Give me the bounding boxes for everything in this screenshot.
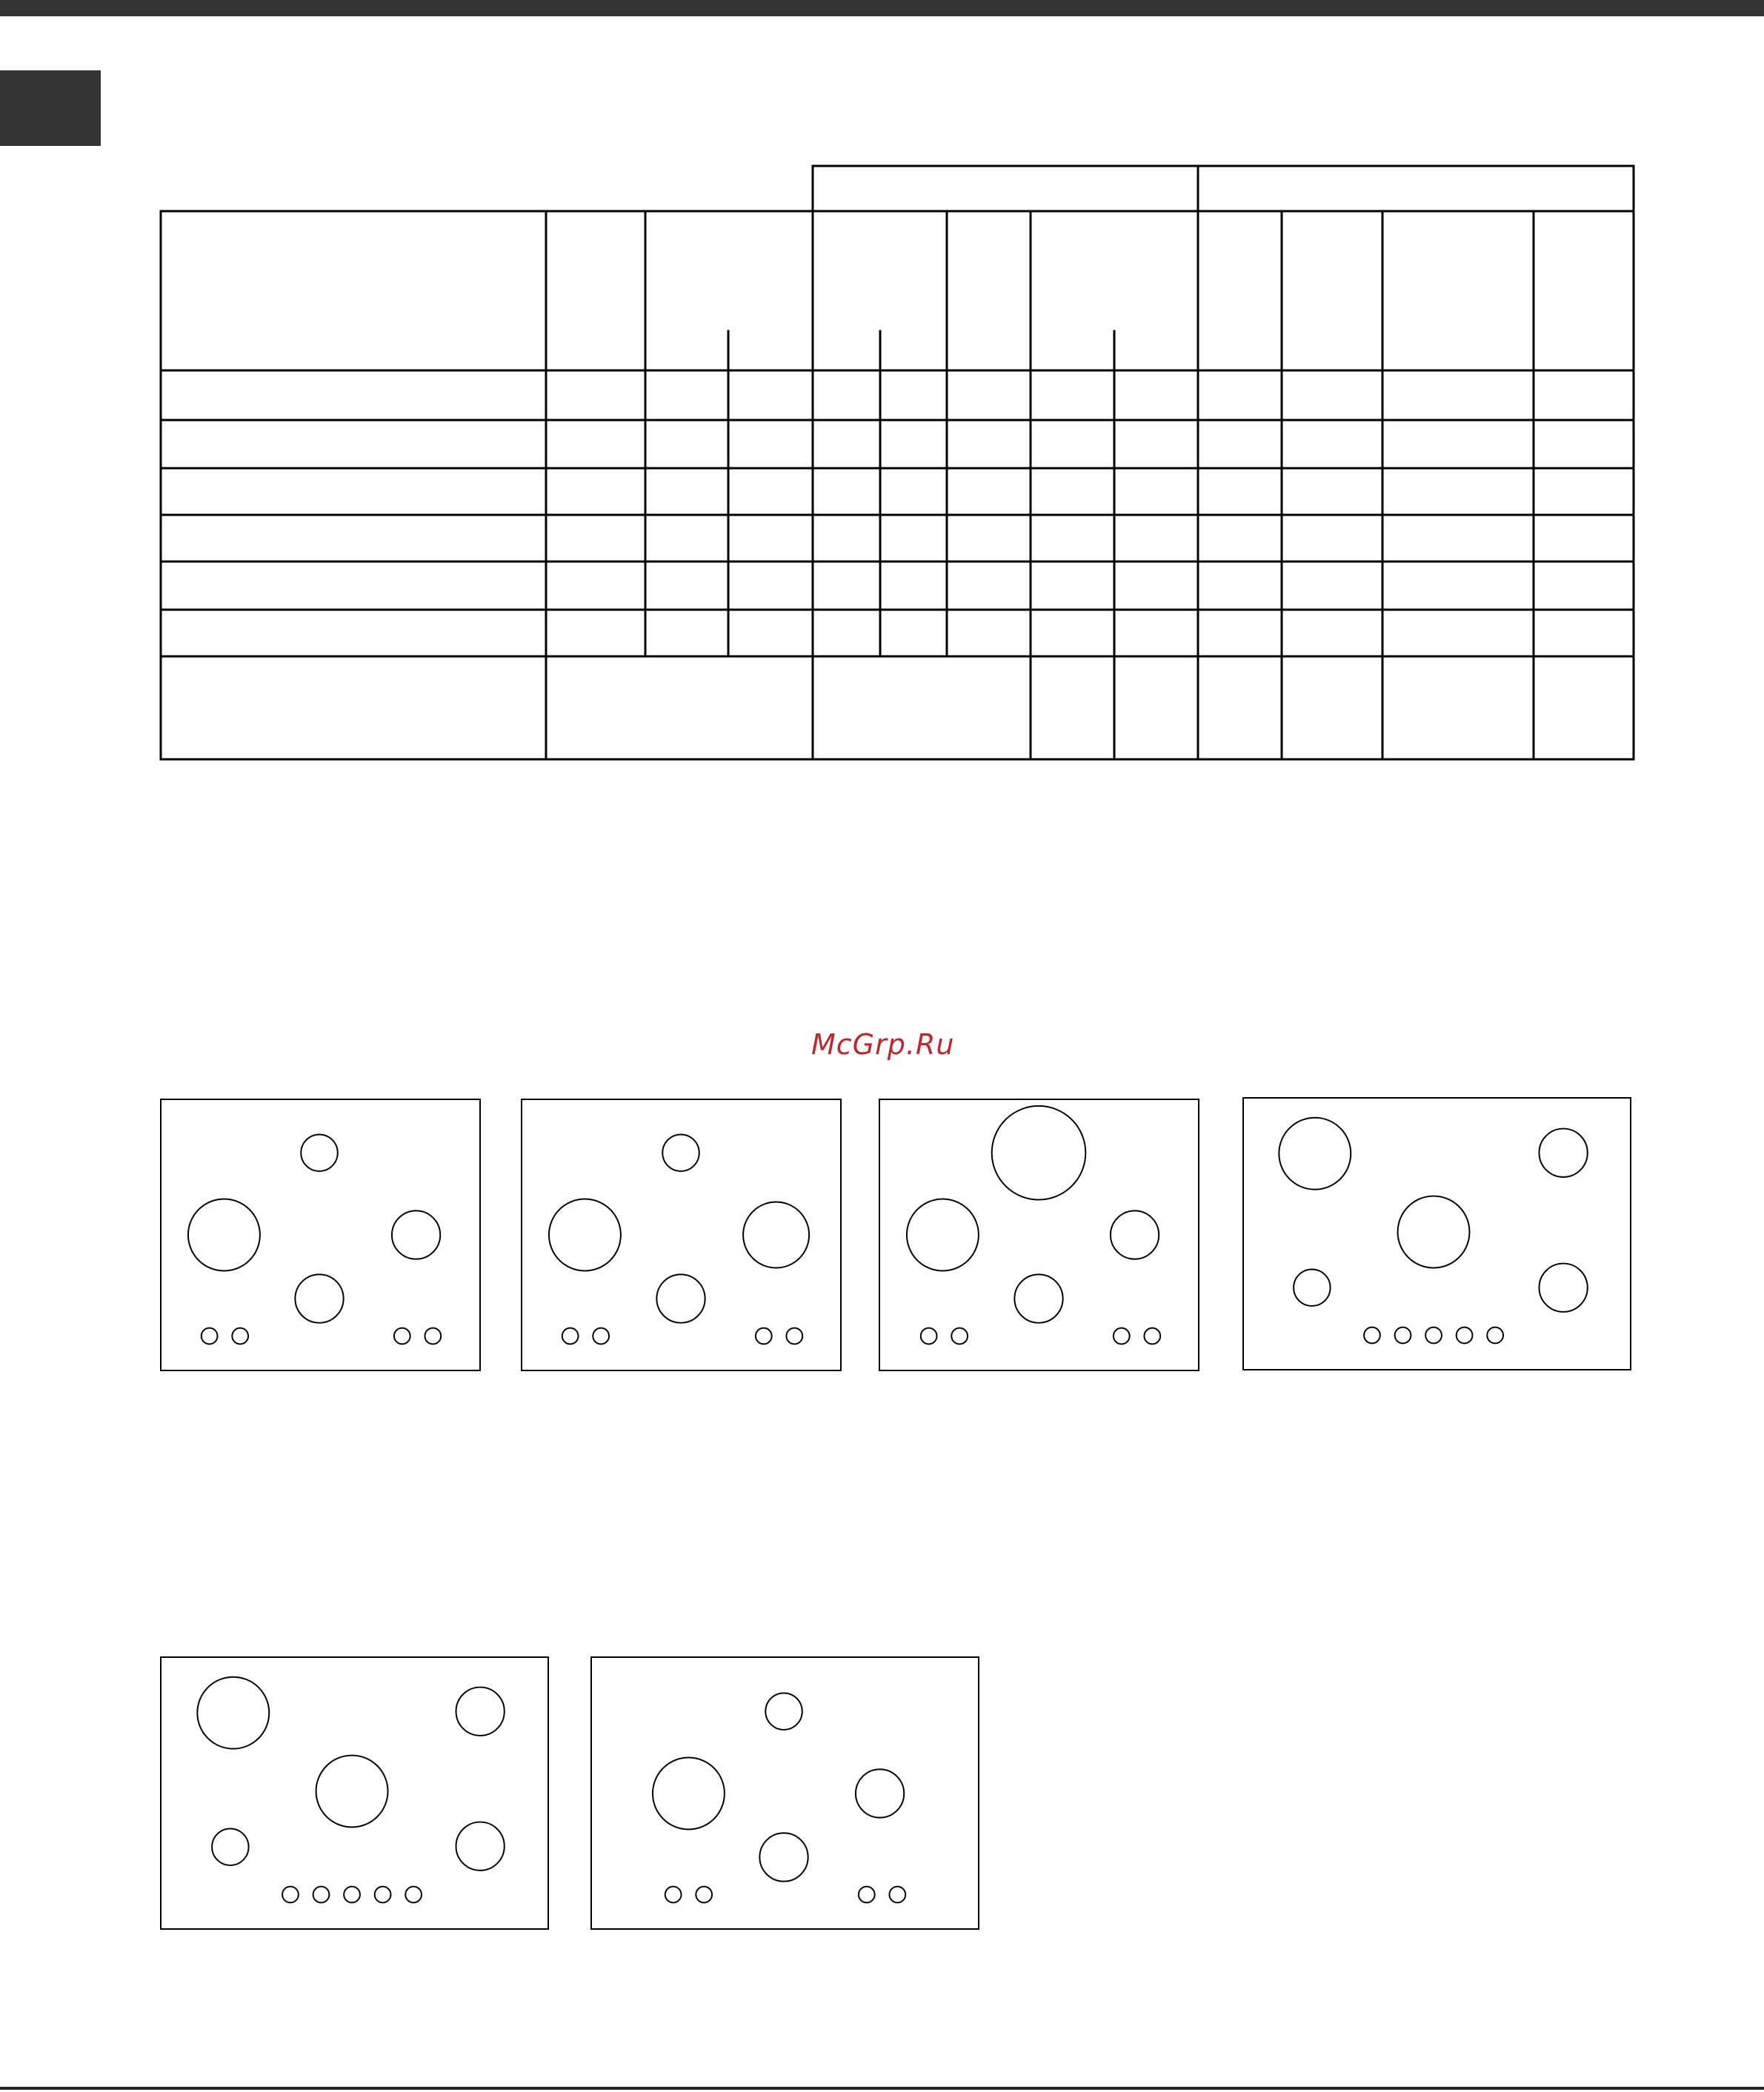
burner	[1539, 1129, 1587, 1177]
burner	[765, 1693, 802, 1729]
hob-layout-3-drawing	[880, 1100, 1198, 1370]
control-knob	[282, 1887, 299, 1903]
burner	[907, 1199, 979, 1271]
burner	[456, 1822, 504, 1871]
specification-table	[0, 0, 1764, 815]
control-knob	[921, 1328, 937, 1345]
control-knob	[593, 1328, 609, 1345]
hob-layout-2-drawing	[522, 1100, 840, 1370]
hob-layout-4	[1242, 1097, 1631, 1370]
burner	[1294, 1269, 1330, 1305]
control-knob	[951, 1328, 968, 1345]
control-knob	[1364, 1328, 1380, 1344]
hob-layout-5-drawing	[162, 1658, 547, 1928]
hob-layout-4-drawing	[1244, 1099, 1630, 1369]
burner	[759, 1833, 808, 1881]
control-knob	[425, 1328, 441, 1345]
control-knob	[232, 1328, 248, 1345]
burner	[392, 1210, 440, 1259]
control-knob	[313, 1887, 330, 1903]
burner	[1279, 1118, 1351, 1190]
burner	[856, 1769, 904, 1817]
burner	[316, 1756, 388, 1828]
burner	[295, 1274, 343, 1322]
control-knob	[786, 1328, 802, 1345]
control-knob	[1114, 1328, 1130, 1345]
control-knob	[696, 1887, 712, 1903]
burner	[1539, 1264, 1587, 1312]
burner	[1398, 1196, 1470, 1268]
hob-layout-5	[160, 1656, 549, 1930]
control-knob	[344, 1887, 360, 1903]
burner	[1014, 1274, 1062, 1322]
burner	[662, 1134, 699, 1170]
hob-layout-6-drawing	[592, 1658, 978, 1928]
control-knob	[665, 1887, 682, 1903]
burner	[212, 1828, 248, 1865]
burner	[301, 1134, 337, 1170]
burner	[549, 1199, 621, 1271]
burner	[188, 1199, 260, 1271]
control-knob	[859, 1887, 875, 1903]
hob-layout-2	[521, 1099, 842, 1371]
control-knob	[1144, 1328, 1160, 1345]
burner	[456, 1688, 504, 1736]
control-knob	[375, 1887, 391, 1903]
control-knob	[405, 1887, 422, 1903]
control-knob	[1395, 1328, 1411, 1344]
control-knob	[889, 1887, 905, 1903]
hob-layout-6	[590, 1656, 979, 1930]
control-knob	[1487, 1328, 1503, 1344]
control-knob	[562, 1328, 579, 1345]
hob-layout-3	[879, 1099, 1199, 1371]
footer-rule	[0, 2087, 1764, 2090]
burner	[743, 1202, 809, 1267]
burner	[1111, 1210, 1159, 1259]
hob-layout-1	[160, 1099, 481, 1371]
burner	[197, 1677, 269, 1749]
control-knob	[756, 1328, 772, 1345]
burner	[656, 1274, 705, 1322]
hob-layout-1-drawing	[162, 1100, 479, 1370]
control-knob	[202, 1328, 218, 1345]
burner	[992, 1106, 1086, 1200]
control-knob	[1425, 1328, 1442, 1344]
burner	[653, 1758, 725, 1830]
control-knob	[1457, 1328, 1473, 1344]
control-knob	[394, 1328, 410, 1345]
watermark-text: McGrp.Ru	[811, 1028, 955, 1061]
